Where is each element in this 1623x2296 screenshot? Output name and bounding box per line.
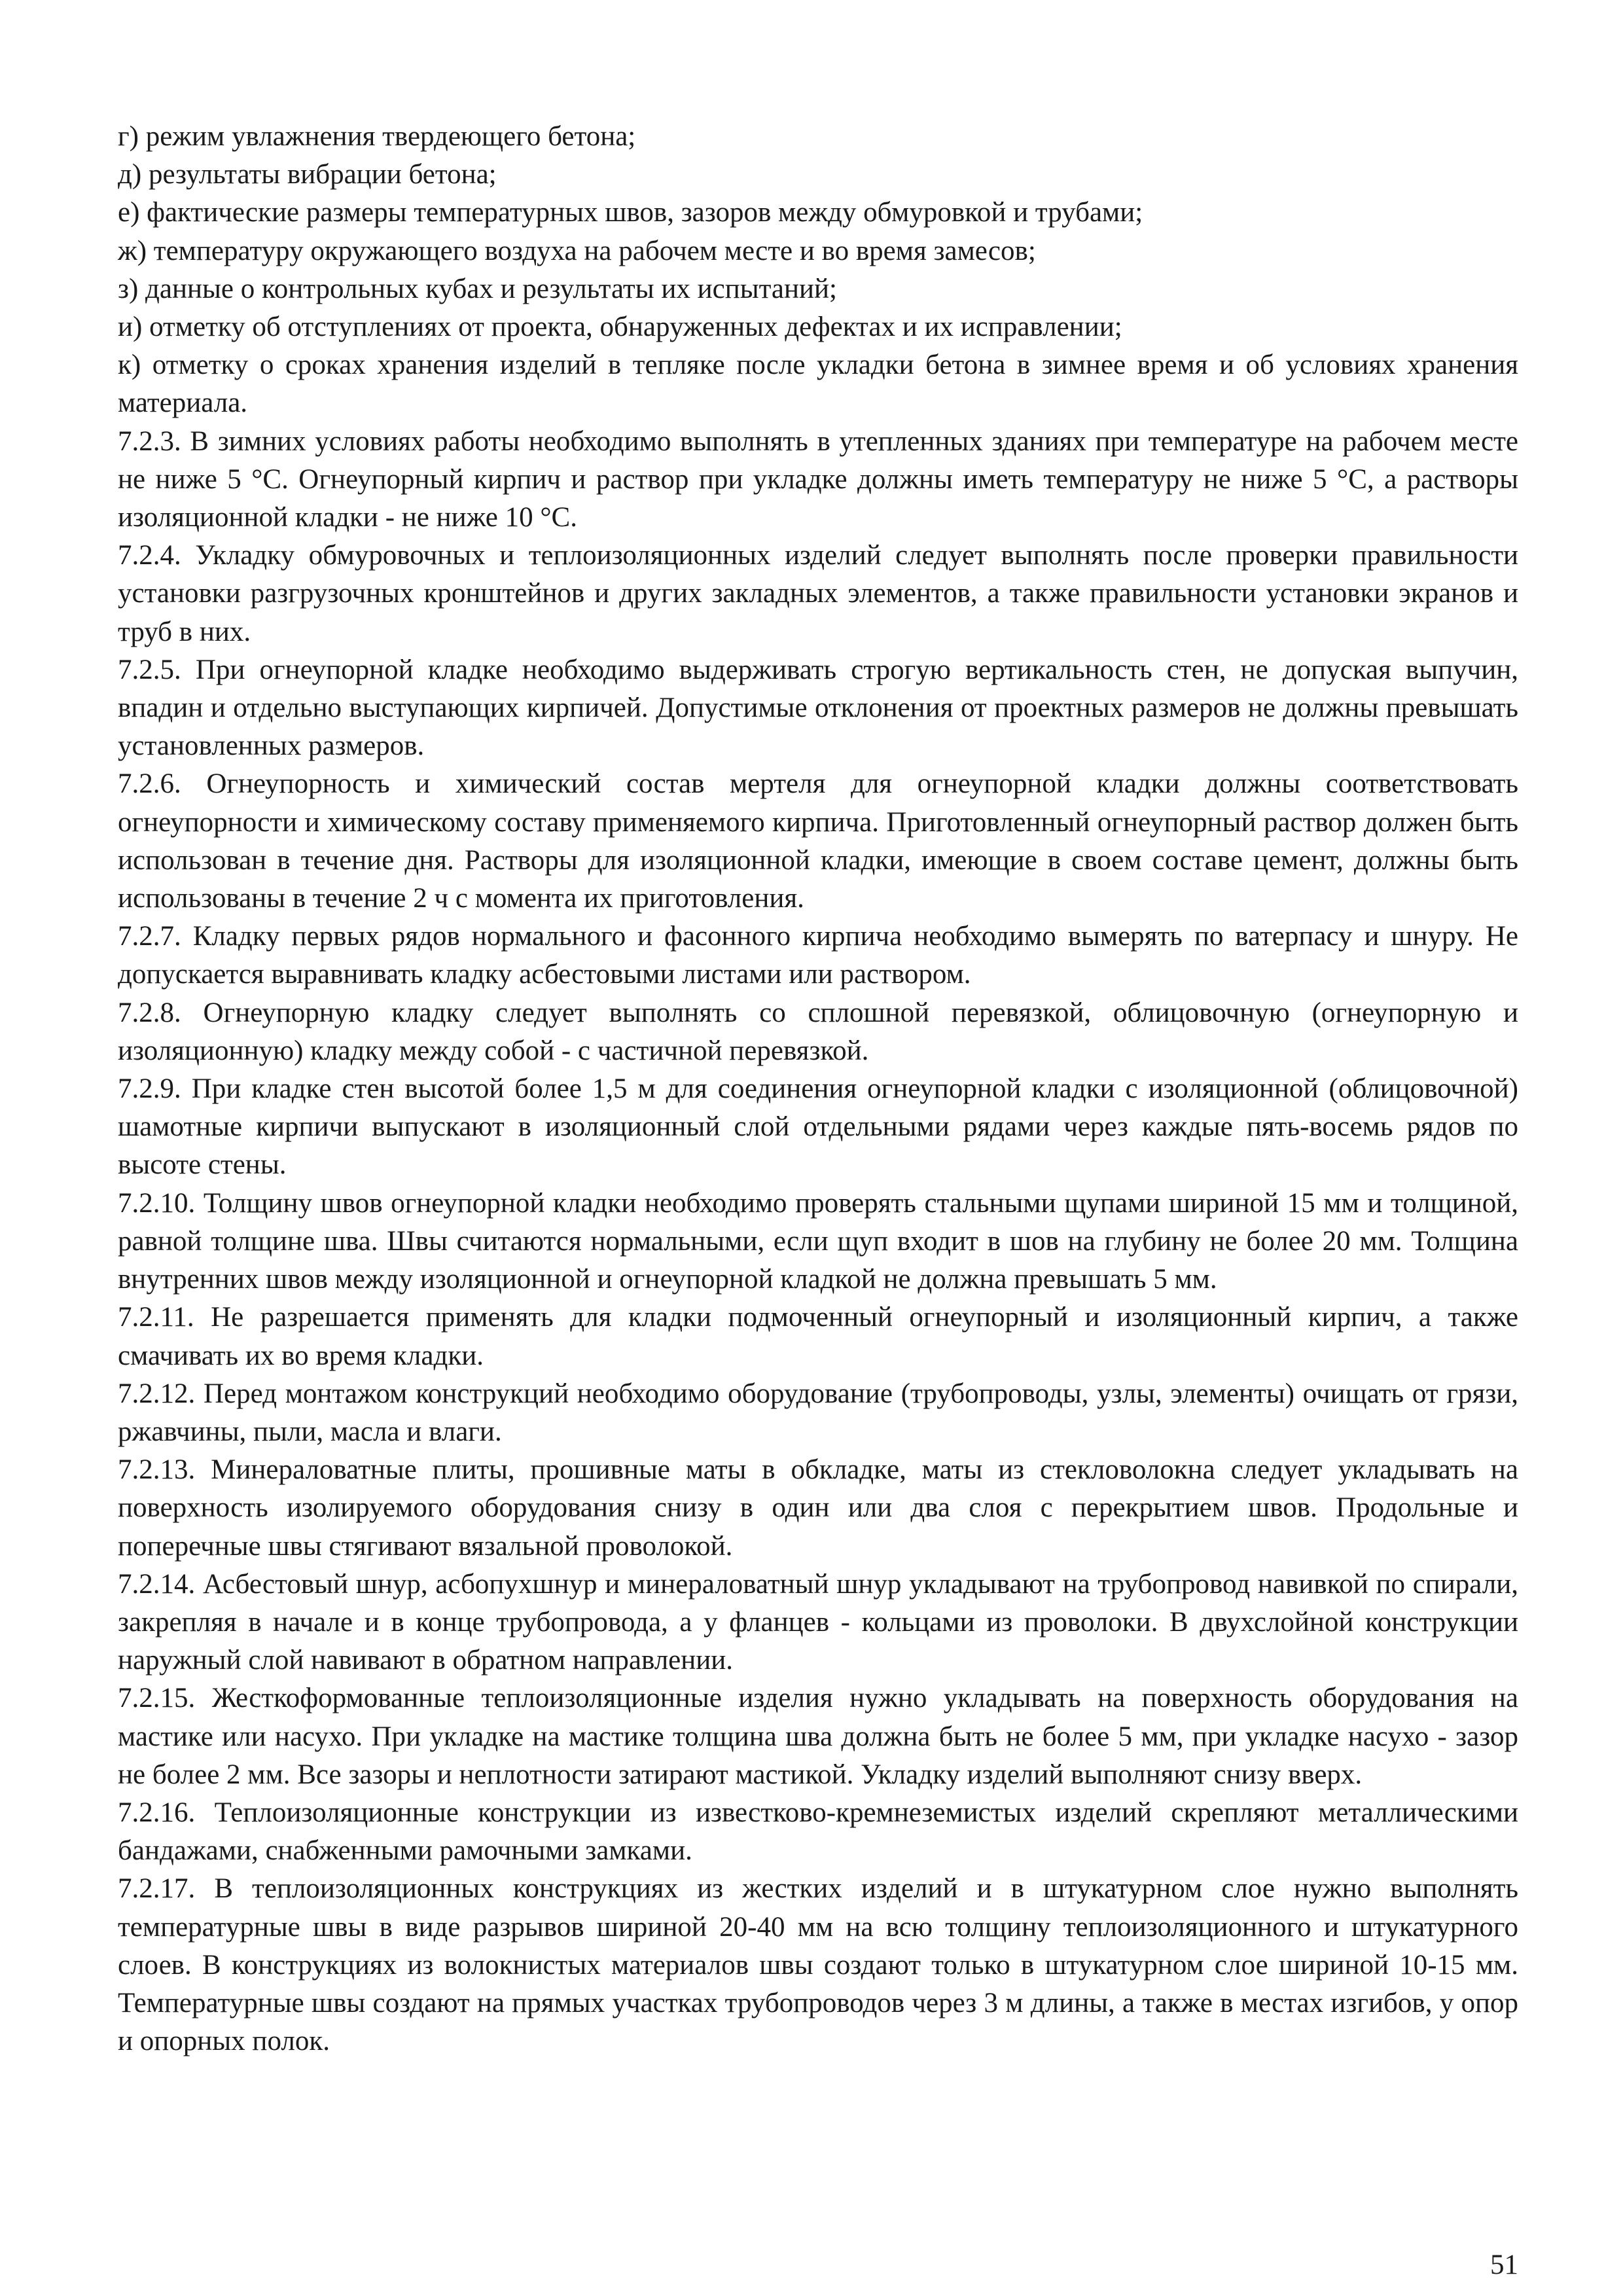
paragraph-7-2-7: 7.2.7. Кладку первых рядов нормального и фасонного кирпича необходимо вымерять по ватерпасу и шнуру. Не допускается выравнивать кладку асбестовыми листами или раствором. [118, 921, 1518, 990]
list-item: ж) температуру окружающего воздуха на рабочем месте и во время замесов; [118, 235, 1036, 266]
list-item: д) результаты вибрации бетона; [118, 159, 497, 190]
paragraph-7-2-16: 7.2.16. Теплоизоляционные конструкции из известково-кремнеземистых изделий скрепляют металлическими бандажами, снабженными рамочными замками. [118, 1797, 1518, 1867]
paragraph-7-2-17: 7.2.17. В теплоизоляционных конструкциях из жестких изделий и в штукатурном слое нужно выполнять температурные швы в виде разрывов шириной 20-40 мм на всю толщину теплоизоляционного и штукатурного слоев. В конструкциях из волокнистых материалов швы создают только в штукатурном слое шириной 10-15 мм. Температурные швы создают на прямых участках трубопроводов через 3 м длины, а также в местах изгибов, у опор и опорных полок. [118, 1873, 1518, 2057]
paragraph-7-2-3: 7.2.3. В зимних условиях работы необходимо выполнять в утепленных зданиях при температуре на рабочем месте не ниже 5 °С. Огнеупорный кирпич и раствор при укладке должны иметь температуру не ниже 5 °С, а растворы изоляционной кладки - не ниже 10 °С. [118, 425, 1518, 533]
paragraph-7-2-4: 7.2.4. Укладку обмуровочных и теплоизоляционных изделий следует выполнять после проверки правильности установки разгрузочных кронштейнов и других закладных элементов, а также правильности установки экранов и труб в них. [118, 540, 1518, 647]
page-number: 51 [1490, 2250, 1518, 2280]
list-item: к) отметку о сроках хранения изделий в тепляке после укладки бетона в зимнее время и об условиях хранения материала. [118, 350, 1518, 419]
paragraph-7-2-9: 7.2.9. При кладке стен высотой более 1,5 м для соединения огнеупорной кладки с изоляционной (облицовочной) шамотные кирпичи выпускают в изоляционный слой отдельными рядами через каждые пять-восемь рядов по высоте стены. [118, 1073, 1518, 1181]
paragraph-7-2-13: 7.2.13. Минераловатные плиты, прошивные маты в обкладке, маты из стекловолокна следует укладывать на поверхность изолируемого оборудования снизу в один или два слоя с перекрытием швов. Продольные и поперечные швы стягивают вязальной проволокой. [118, 1454, 1518, 1562]
document-body [118, 118, 1518, 2060]
paragraph-7-2-14: 7.2.14. Асбестовый шнур, асбопухшнур и минераловатный шнур укладывают на трубопровод навивкой по спирали, закрепляя в начале и в конце трубопровода, а у фланцев - кольцами из проволоки. В двухслойной конструкции наружный слой навивают в обратном направлении. [118, 1568, 1518, 1676]
list-item: г) режим увлажнения твердеющего бетона; [118, 121, 636, 152]
paragraph-7-2-6: 7.2.6. Огнеупорность и химический состав мертеля для огнеупорной кладки должны соответствовать огнеупорности и химическому составу применяемого кирпича. Приготовленный огнеупорный раствор должен быть использован в течение дня. Растворы для изоляционной кладки, имеющие в своем составе цемент, должны быть использованы в течение 2 ч с момента их приготовления. [118, 768, 1518, 914]
paragraph-7-2-5: 7.2.5. При огнеупорной кладке необходимо выдерживать строгую вертикальность стен, не допуская выпучин, впадин и отдельно выступающих кирпичей. Допустимые отклонения от проектных размеров не должны превышать установленных размеров. [118, 654, 1518, 762]
paragraph-7-2-12: 7.2.12. Перед монтажом конструкций необходимо оборудование (трубопроводы, узлы, элементы) очищать от грязи, ржавчины, пыли, масла и влаги. [118, 1378, 1518, 1447]
paragraph-7-2-10: 7.2.10. Толщину швов огнеупорной кладки необходимо проверять стальными щупами шириной 15 мм и толщиной, равной толщине шва. Швы считаются нормальными, если щуп входит в шов на глубину не более 20 мм. Толщина внутренних швов между изоляционной и огнеупорной кладкой не должна превышать 5 мм. [118, 1187, 1518, 1295]
paragraph-7-2-15: 7.2.15. Жесткоформованные теплоизоляционные изделия нужно укладывать на поверхность оборудования на мастике или насухо. При укладке на мастике толщина шва должна быть не более 5 мм, при укладке насухо - зазор не более 2 мм. Все зазоры и неплотности затирают мастикой. Укладку изделий выполняют снизу вверх. [118, 1683, 1518, 1790]
list-item: з) данные о контрольных кубах и результаты их испытаний; [118, 273, 837, 304]
paragraph-7-2-11: 7.2.11. Не разрешается применять для кладки подмоченный огнеупорный и изоляционный кирпич, а также смачивать их во время кладки. [118, 1302, 1518, 1371]
list-item: и) отметку об отступлениях от проекта, обнаруженных дефектах и их исправлении; [118, 312, 1122, 343]
paragraph-7-2-8: 7.2.8. Огнеупорную кладку следует выполнять со сплошной перевязкой, облицовочную (огнеупорную и изоляционную) кладку между собой - с частичной перевязкой. [118, 997, 1518, 1066]
list-item: е) фактические размеры температурных швов, зазоров между обмуровкой и трубами; [118, 197, 1143, 228]
